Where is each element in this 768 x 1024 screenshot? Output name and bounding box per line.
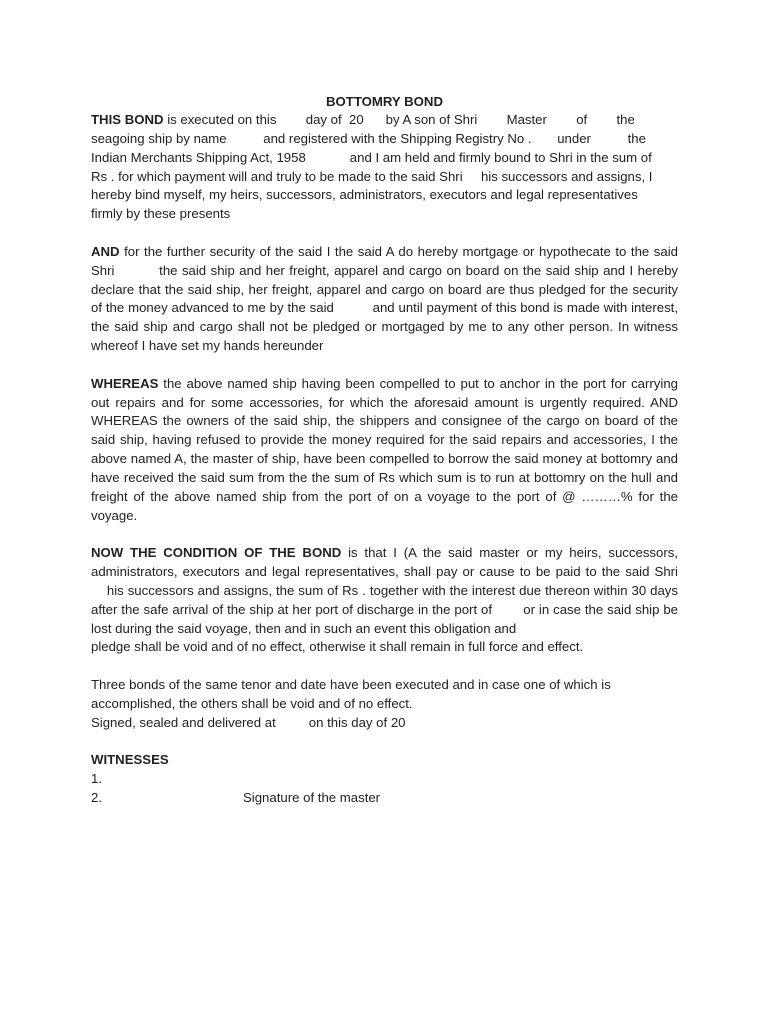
paragraph-line: firmly by these presents [91, 206, 231, 222]
witnesses-section [91, 751, 678, 808]
witness-item [91, 789, 678, 808]
paragraph-text: for the further security of the said I the said A do hereby mortgage or hypothecate to the said Shri the said ship and her freight, apparel and cargo on board on the said ship and I hereby declare that the said ship, her freight, apparel and cargo on board are thus pledged for the security of the money advanced to me by the said and until payment of this bond is made with interest, the said ship and cargo shall not be pledged or mortgaged by me to any other person. In witness whereof I have set my hands hereunder [91, 243, 678, 354]
lead-whereas: WHEREAS [91, 375, 159, 391]
paragraph-line [91, 111, 678, 130]
witness-number: 1. [91, 771, 102, 787]
lead-and: AND [91, 243, 120, 259]
witnesses-heading: WITNESSES [91, 752, 169, 768]
signature-label: Signature of the master [243, 790, 381, 806]
paragraph-this-bond [91, 111, 678, 224]
paragraph-text: is executed on this day of 20 by A son of Shri Master of the [163, 112, 635, 127]
paragraph-text: the above named ship having been compelled to put to anchor in the port for carrying out repairs and for some accessories, for which the aforesaid amount is urgently required. AND WHEREAS the owners of the said ship, the shippers and consignee of the cargo on board of the said ship, having refused to provide the money required for the said repairs and accessories, I the above named A, the master of ship, have been compelled to borrow the said money at bottomry and have received the said sum from the the sum of Rs which sum is to run at bottomry on the hull and freight of the above named ship from the port of on a voyage to the port of @ ………% for the voyage. [91, 375, 678, 523]
paragraph-line: Rs . for which payment will and truly to be made to the said Shri his successors and assigns, I [91, 168, 653, 184]
paragraph-and [91, 243, 678, 356]
paragraph-line: pledge shall be void and of no effect, otherwise it shall remain in full force and effect. [91, 639, 584, 655]
document-title: BOTTOMRY BOND [326, 94, 443, 109]
document-page [91, 92, 678, 808]
paragraph-line: accomplished, the others shall be void and of no effect. [91, 695, 413, 711]
paragraph-line: hereby bind myself, my heirs, successors, administrators, executors and legal representatives [91, 187, 638, 203]
paragraph-whereas [91, 375, 678, 526]
paragraph-line: seagoing ship by name and registered with the Shipping Registry No . under the [91, 130, 646, 146]
paragraph-line: Signed, sealed and delivered at on this day of 20 [91, 714, 406, 730]
paragraph-line: Indian Merchants Shipping Act, 1958 and I am held and firmly bound to Shri in the sum of [91, 149, 652, 165]
paragraph-condition [91, 544, 678, 657]
lead-condition: NOW THE CONDITION OF THE BOND [91, 545, 342, 561]
paragraph-line: Three bonds of the same tenor and date have been executed and in case one of which is [91, 677, 611, 693]
paragraph-line [91, 544, 678, 638]
witness-number: 2. [91, 790, 102, 806]
witness-item [91, 770, 678, 789]
paragraph-text: is that I (A the said master or my heirs, successors, administrators, executors and legal representatives, shall pay or cause to be paid to the said Shri his successors and assigns, the sum of Rs . together with the interest due thereon within 30 days after the safe arrival of the ship at her port of discharge in the port of or in case the said ship be lost during the said voyage, then and in such an event this obligation and [91, 545, 678, 636]
paragraph-execution [91, 676, 678, 733]
lead-this-bond: THIS BOND [91, 112, 164, 127]
